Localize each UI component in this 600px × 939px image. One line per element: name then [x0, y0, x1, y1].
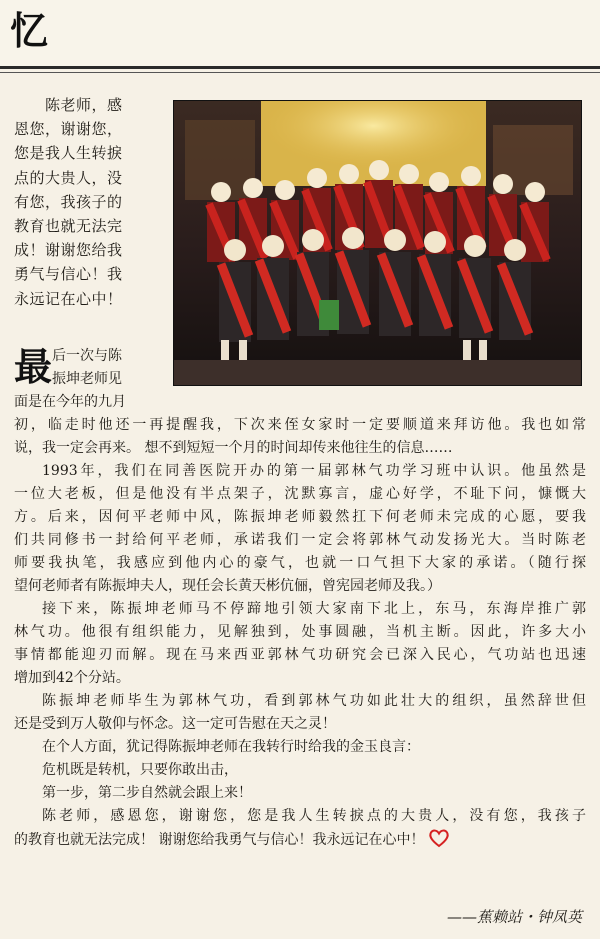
- opening-line: 后一次与陈: [52, 348, 122, 364]
- body-line: 陈振坤老师毕生为郭林气功，看到郭林气功如此壮大的组织，虽然辞世但: [42, 693, 586, 709]
- body-line-final: [14, 828, 586, 852]
- quote-line: 点的大贵人，没: [14, 168, 123, 187]
- header-rule-thin: [0, 72, 600, 73]
- body-line: 在个人方面，犹记得陈振坤老师在我转行时给我的金玉良言：: [42, 739, 420, 755]
- quote-line: 恩您，谢谢您，: [14, 120, 123, 139]
- body-line: 望何老师者有陈振坤夫人，现任会长黄天彬伉俪，曾宪园老师及我。）: [14, 578, 441, 594]
- body-line: 第一步，第二步自然就会跟上来！: [42, 785, 252, 801]
- pull-quote: [14, 93, 160, 311]
- quote-line: 教育也就无法完: [14, 217, 123, 236]
- group-photo: [173, 100, 582, 386]
- header-bar: [0, 0, 600, 66]
- body-line: 陈老师，感恩您，谢谢您，您是我人生转捩点的大贵人，没有您，我孩子: [42, 808, 586, 824]
- body-line: 初，临走时他还一再提醒我，下次来侄女家时一定要顺道来拜访他。我也如常: [14, 417, 586, 433]
- quote-line: 有您，我孩子的: [14, 192, 123, 211]
- drop-cap: 最: [14, 344, 53, 389]
- author-signature: ——蕉赖站・钟凤英: [446, 908, 582, 926]
- quote-line: 陈老师，感: [14, 96, 123, 114]
- body-line: 1993年，我们在同善医院开办的第一届郭林气功学习班中认识。他虽然是: [42, 463, 586, 479]
- opening-line: 振坤老师见: [52, 371, 122, 387]
- body-line: 危机既是转机，只要你敢出击，: [42, 762, 238, 778]
- body-line: 事情都能迎刃而解。现在马来西亚郭林气功研究会已深入民心，气功站也迅速: [14, 647, 586, 663]
- quote-line: 您是我人生转捩: [14, 144, 123, 163]
- opening-line: 面是在今年的九月: [14, 394, 126, 410]
- article-body: [14, 414, 586, 852]
- body-line: 师要我执笔，我感应到他内心的豪气，也就一口气担下大家的承诺。（随行探: [14, 555, 586, 571]
- body-line: 们共同修书一封给何平老师，承诺我们一定会将郭林气动发扬光大。当时陈老: [14, 532, 586, 548]
- quote-line: 成！谢谢您给我: [14, 241, 123, 260]
- heart-icon: [428, 828, 450, 848]
- header-rule: [0, 66, 600, 69]
- body-line: 林气功。他很有组织能力，见解独到，处事圆融，当机主断。因此，许多大小: [14, 624, 586, 640]
- body-line: 一位大老板，但是他没有半点架子，沈默寡言，虚心好学，不耻下问，慷慨大: [14, 486, 586, 502]
- body-line: 增加到42个分站。: [14, 670, 130, 686]
- page-title: 忆: [10, 8, 49, 53]
- body-line: 方。后来，因何平老师中风，陈振坤老师毅然扛下何老师未完成的心愿，要我: [14, 509, 586, 525]
- body-line: 说，我一定会再来。 想不到短短一个月的时间却传来他往生的信息……: [14, 440, 453, 456]
- body-line: 接下来，陈振坤老师马不停蹄地引领大家南下北上，东马，东海岸推广郭: [42, 601, 586, 617]
- body-line: 还是受到万人敬仰与怀念。这一定可告慰在天之灵！: [14, 716, 336, 732]
- body-line-text: 的教育也就无法完成！ 谢谢您给我勇气与信心！我永远记在心中！: [14, 832, 425, 848]
- quote-line: 永远记在心中！: [14, 289, 123, 308]
- quote-line: 勇气与信心！我: [14, 265, 123, 284]
